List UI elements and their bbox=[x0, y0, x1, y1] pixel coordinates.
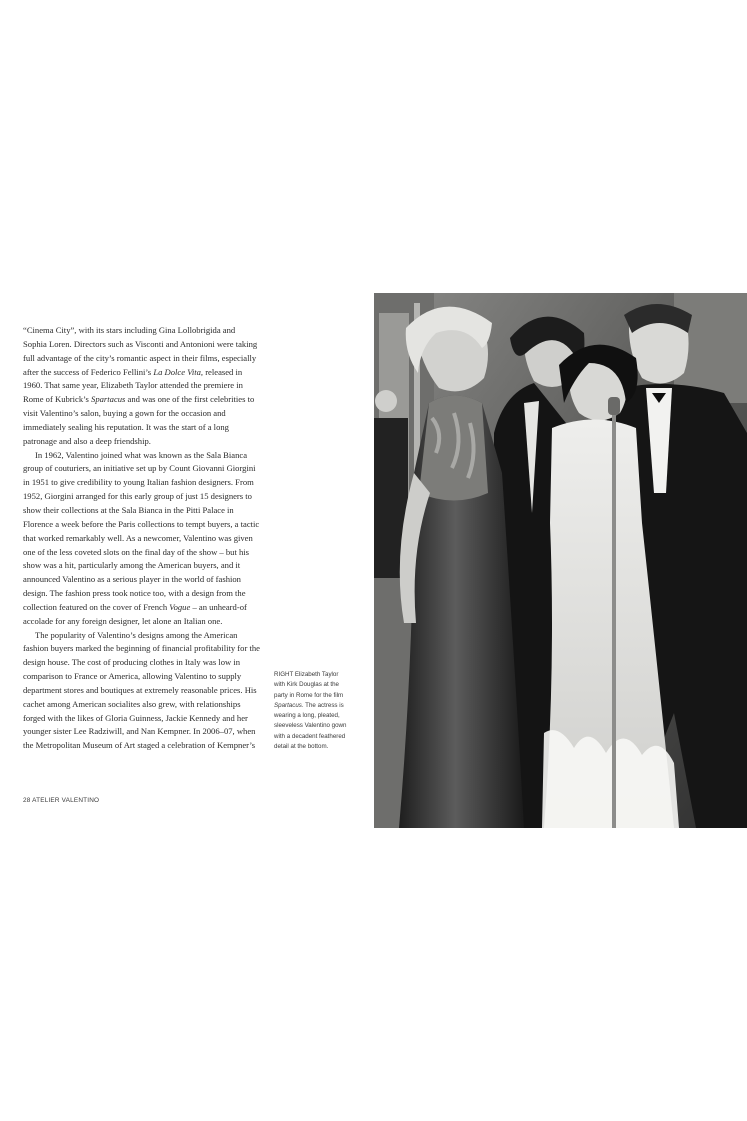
running-title: ATELIER VALENTINO bbox=[32, 797, 100, 804]
photograph-illustration bbox=[374, 293, 747, 828]
film-title-spartacus: Spartacus bbox=[91, 394, 126, 405]
body-paragraph-3: The popularity of Valentino’s designs among the American fashion buyers marked the beginning of financial profitability for the design house. The cost of producing clothes in Italy was low in comparison to France or America, allowing Valentino to supply department stores and boutiques at extremely reasonable prices. His cachet among American socialites also grew, with relationships forged with the likes of Gloria Guinness, Jackie Kennedy and her younger sister Lee Radziwill, and Nan Kempner. In 2006–07, when the Metropolitan Museum of Art staged a celebration of Kempner’s bbox=[23, 629, 260, 751]
body-text-column bbox=[23, 324, 260, 753]
film-title-la-dolce-vita: La Dolce Vita bbox=[153, 366, 201, 377]
page-footer bbox=[23, 797, 99, 804]
magazine-title-vogue: Vogue bbox=[169, 601, 191, 612]
photograph bbox=[374, 293, 747, 828]
page-number: 28 bbox=[23, 797, 31, 804]
body-paragraph-1: “Cinema City”, with its stars including Gina Lollobrigida and Sophia Loren. Directors such as Visconti and Antonioni were taking full advantage of the city’s romantic aspect in their films, especially after the success of Federico Fellini’s La Dolce Vita, released in 1960. That same year, Elizabeth Taylor attended the premiere in Rome of Kubrick’s Spartacus and was one of the first celebrities to visit Valentino’s salon, buying a gown for the occasion and immediately sealing his reputation. It was the start of a long patronage and also a deep friendship. bbox=[23, 325, 258, 446]
caption-label: RIGHT bbox=[274, 671, 294, 678]
body-paragraph-2: In 1962, Valentino joined what was known as the Sala Bianca group of couturiers, an initiative set up by Count Giovanni Giorgini in 1951 to give credibility to young Italian fashion designers. From 1952, Giorgini arranged for this early group of just 15 designers to show their collections at the Sala Bianca in the Pitti Palace in Florence a week before the Paris collections to tempt buyers, a tactic that worked remarkably well. As a newcomer, Valentino was given one of the less coveted slots on the final day of the show – but his show was a hit, particularly among the American buyers, and it announced Valentino as a serious player in the world of fashion design. The fashion press took notice too, with a design from the collection featured on the cover of French Vogue – an unheard-of accolade for any foreign designer, let alone an Italian one. bbox=[23, 449, 260, 626]
photo-caption: RIGHT Elizabeth Taylor with Kirk Douglas at the party in Rome for the film Spartacus. The actress is wearing a long, pleated, sleeveless Valentino gown with a decadent feathered detail at the bottom. bbox=[274, 671, 347, 751]
caption-film-title: Spartacus bbox=[274, 701, 302, 709]
